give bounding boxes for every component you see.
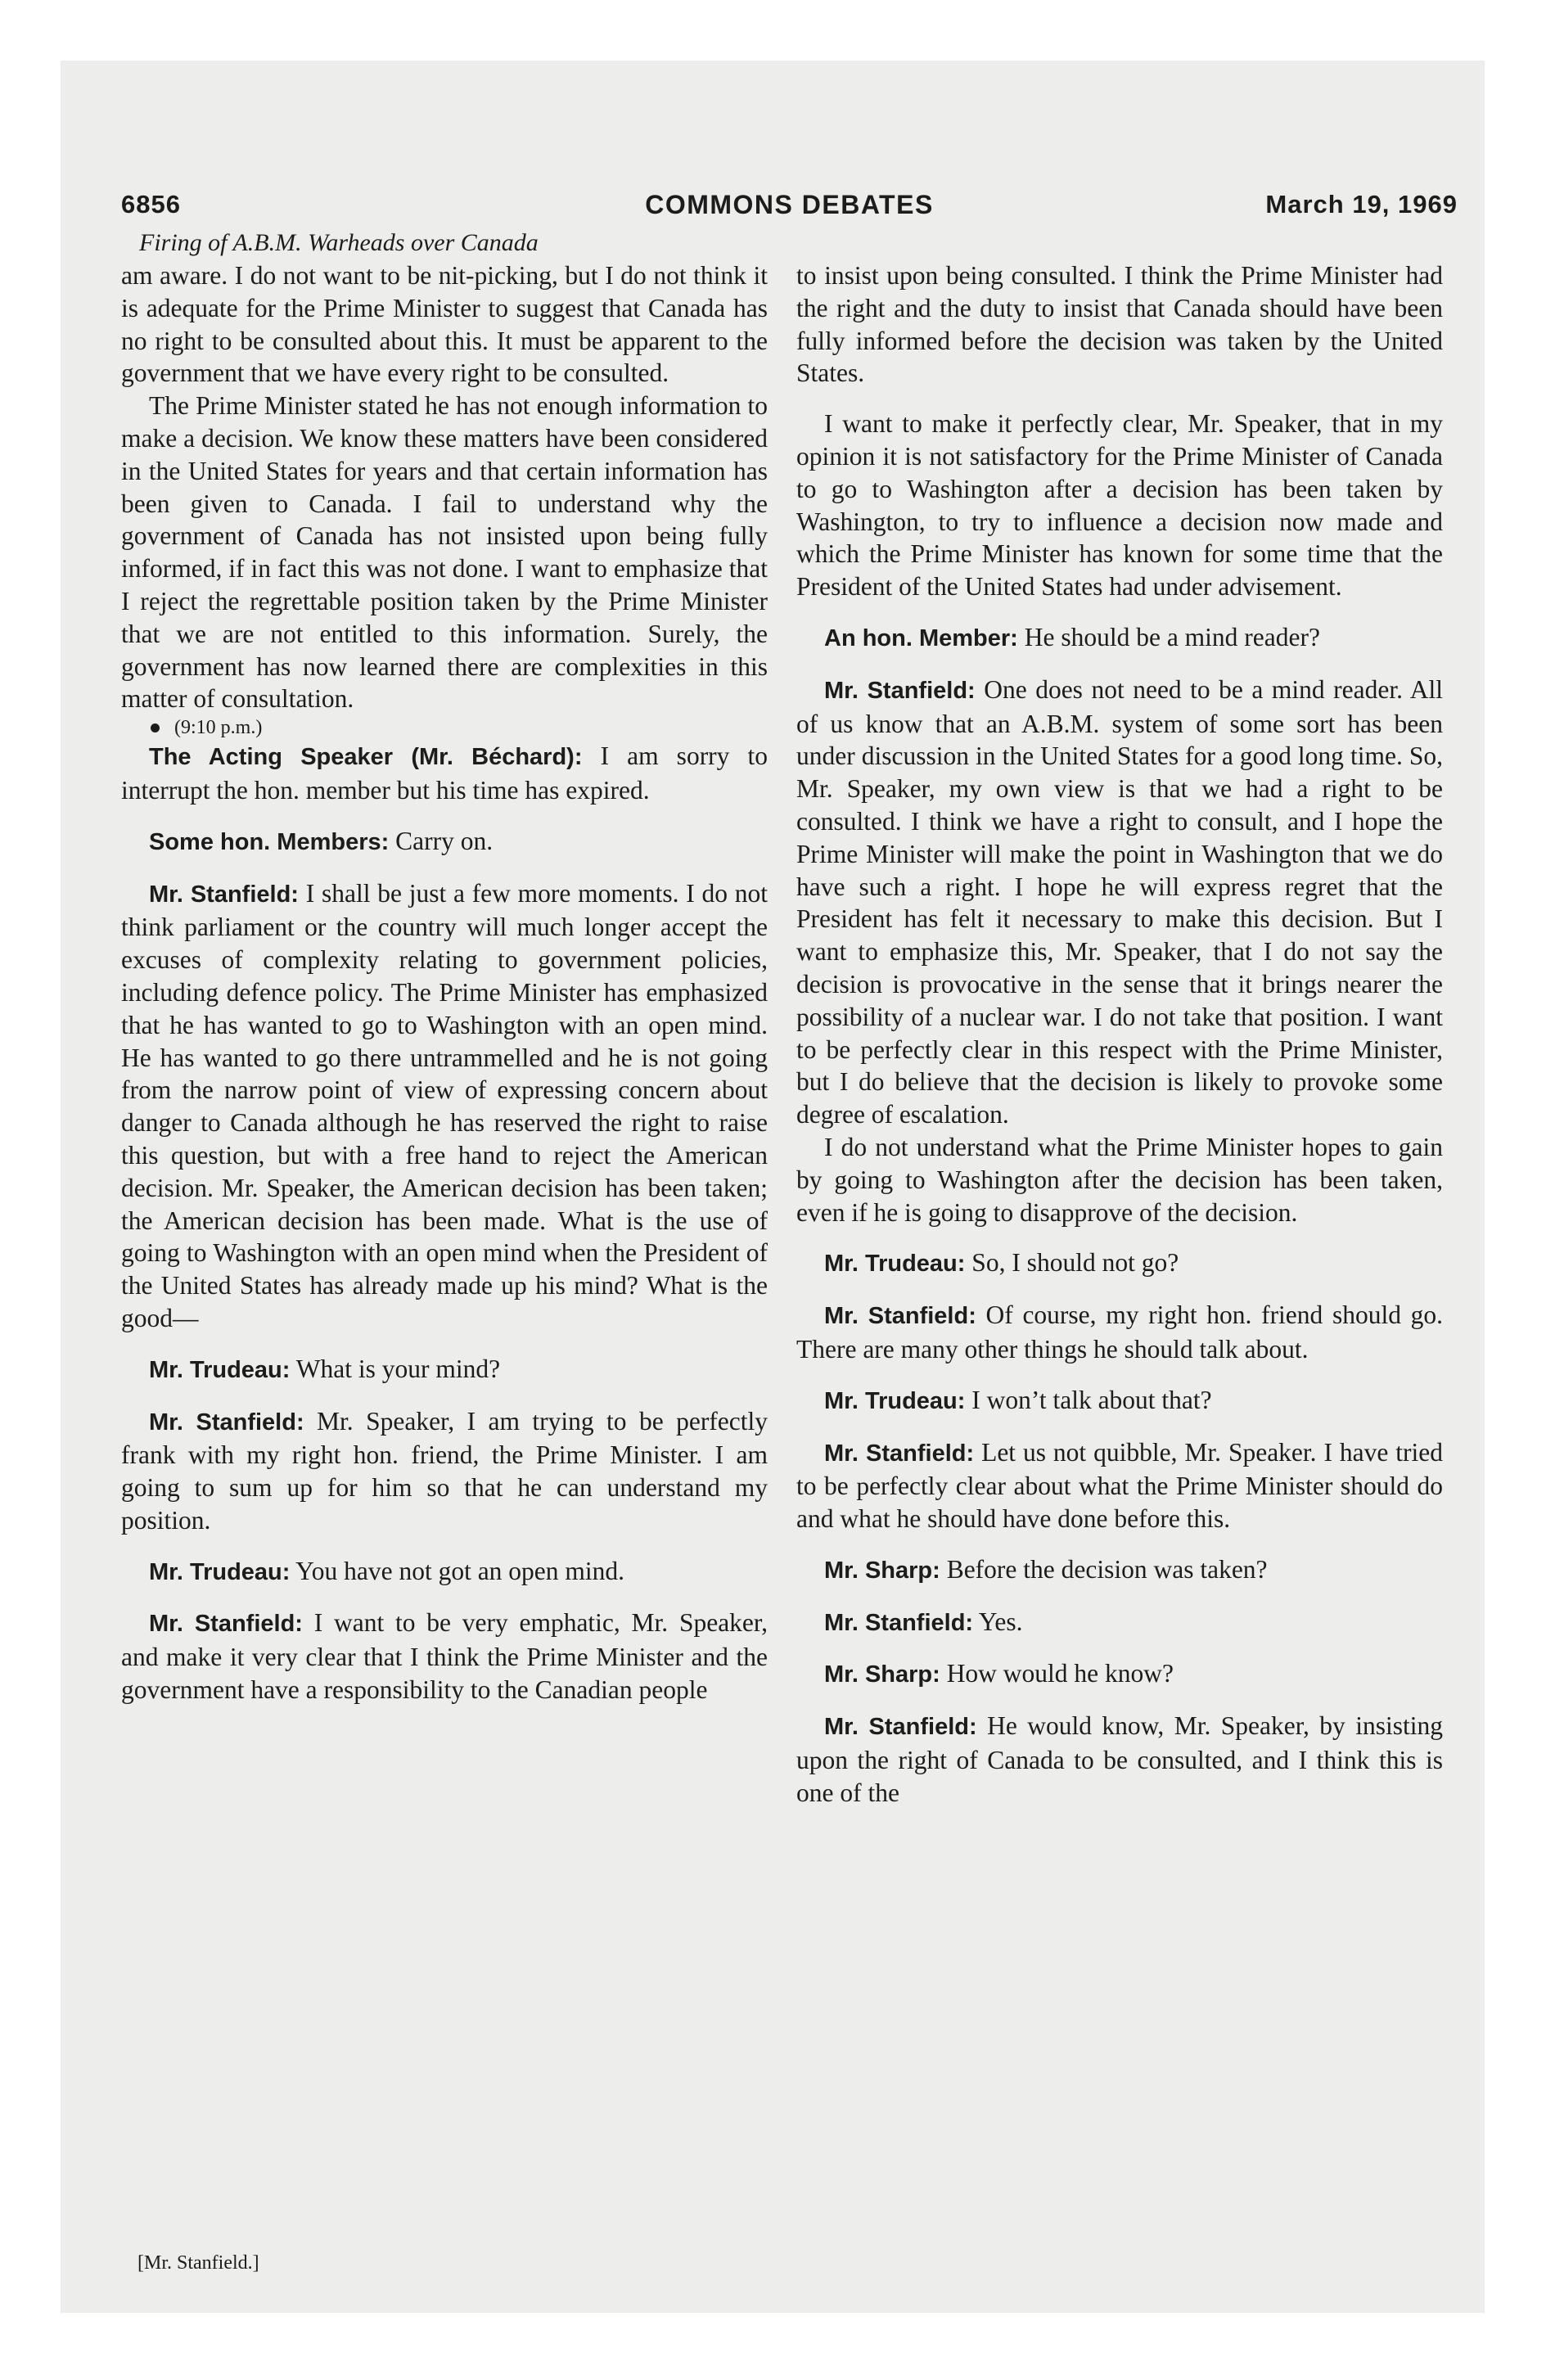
speaker-name: The Acting Speaker (Mr. Béchard): [149,744,583,771]
speech [796,1606,1443,1640]
speech-text: What is your mind? [295,1354,501,1383]
page-number: 6856 [121,190,181,219]
speaker-name: An hon. Member: [824,624,1018,651]
page-date: March 19, 1969 [1265,190,1458,219]
speech [796,1299,1443,1366]
speaker-name: Mr. Stanfield: [824,677,976,704]
speech-text: I am sorry to interrupt the hon. member but his time has expired. [121,741,768,805]
speech-text: Yes. [978,1607,1023,1636]
speaker-name: Mr. Trudeau: [824,1387,966,1414]
speech-text: I shall be just a few more moments. I do not think parliament or the country will much longer accept the excuses of complexity relating to government policies, including defence policy. The Prime Minister has emphasized that he has wanted to go to Washington with an open mind. He has wanted to go there untrammelled and he is not going from the narrow point of view of expressing concern about danger to Canada although he has reserved the right to raise this question, but with a free hand to reject the American decision. Mr. Speaker, the American decision has been taken; the American decision has been made. What is the use of going to Washington with an open mind when the President of the United States has already made up his mind? What is the good— [121,878,768,1332]
paragraph: I want to make it perfectly clear, Mr. Speaker, that in my opinion it is not satisfactory for the Prime Minister of Canada to go to Washington after a decision has been taken by Washington, to try to influence a decision now made and which the Prime Minister has known for some time that the President of the United States had under advisement. [796,409,1443,602]
speech [121,1607,768,1706]
speech-text: You have not got an open mind. [295,1556,625,1585]
speech [796,1710,1443,1809]
speaker-name: Mr. Stanfield: [824,1714,977,1741]
speech-text: Let us not quibble, Mr. Speaker. I have tried to be perfectly clear about what the Prime Minister should do and what he should have done before this. [796,1437,1444,1534]
section-title: Firing of A.B.M. Warheads over Canada [139,229,539,256]
speech-text: He should be a mind reader? [1024,622,1320,651]
speech [121,1353,768,1387]
speech-text: How would he know? [946,1659,1174,1688]
speaker-name: Mr. Sharp: [824,1557,940,1584]
speech [121,740,768,807]
speech [121,877,768,1335]
speaker-name: Mr. Stanfield: [824,1609,974,1636]
speech-text: I want to be very emphatic, Mr. Speaker, and make it very clear that I think the Prime Minister and the government have a responsibility to the Canadian people [121,1608,768,1705]
speech-text: So, I should not go? [971,1248,1179,1278]
speaker-name: Mr. Sharp: [824,1661,940,1688]
timestamp [121,715,768,740]
speaker-name: Some hon. Members: [149,828,390,855]
speaker-name: Mr. Stanfield: [824,1303,976,1330]
speech [796,674,1443,1131]
speech-text: He would know, Mr. Speaker, by insisting upon the right of Canada to be consulted, and I think this is one of the [796,1711,1443,1807]
bullet-icon [151,723,160,732]
speech-text: Mr. Speaker, I am trying to be perfectly frank with my right hon. friend, the Prime Minister. I am going to sum up for him so that he can understand my position. [121,1406,768,1535]
speech-text: Carry on. [395,826,494,855]
speaker-name: Mr. Trudeau: [149,1356,291,1383]
speaker-name: Mr. Stanfield: [149,881,299,908]
speaker-name: Mr. Stanfield: [149,1611,303,1638]
speech [796,1553,1443,1588]
speech-text: Before the decision was taken? [946,1554,1268,1584]
speech [121,825,768,859]
speech [121,1555,768,1589]
speech-text: One does not need to be a mind reader. All of us know that an A.B.M. system of some sort has been under discussion in the United States for a good long time. So, Mr. Speaker, my own view is that we had a right to be consulted. I think we have a right to consult, and I hope the Prime Minister will make the point in Washington that we do have such a right. I hope he will express regret that the President has felt it necessary to make this decision. But I want to emphasize this, Mr. Speaker, that I do not say the decision is provocative in the sense that it brings nearer the possibility of a nuclear war. I do not take that position. I want to be perfectly clear in this respect with the Prime Minister, but I do believe that the decision is likely to provoke some degree of escalation. [796,674,1443,1129]
paragraph: The Prime Minister stated he has not enough information to make a decision. We know these matters have been considered in the United States for years and that certain information has been given to Canada. I fail to understand why the government of Canada has not insisted upon being fully informed, if in fact this was not done. I want to emphasize that I reject the regrettable position taken by the Prime Minister that we are not entitled to this information. Surely, the government has now learned there are complexities in this matter of consultation. [121,391,768,714]
speaker-name: Mr. Trudeau: [149,1558,291,1585]
left-column [121,227,768,1706]
speech [121,1405,768,1537]
publication-title: COMMONS DEBATES [645,190,934,219]
paragraph: am aware. I do not want to be nit-picking, but I do not think it is adequate for the Prime Minister to suggest that Canada has no right to be consulted about this. It must be apparent to the government that we have every right to be consulted. [121,261,768,388]
speech [796,1384,1443,1418]
speech [796,1436,1443,1535]
paragraph: I do not understand what the Prime Minister hopes to gain by going to Washington after the decision has been taken, even if he is going to disapprove of the decision. [796,1132,1443,1227]
speech [796,1246,1443,1281]
speech [796,1657,1443,1692]
speaker-footnote: [Mr. Stanfield.] [137,2252,259,2274]
speaker-name: Mr. Stanfield: [149,1409,304,1436]
speech-text: Of course, my right hon. friend should go. There are many other things he should talk about. [796,1300,1444,1364]
page-header [121,190,1458,231]
speaker-name: Mr. Stanfield: [824,1440,975,1467]
speech [796,621,1443,656]
speech-text: I won’t talk about that? [971,1385,1212,1414]
right-column [796,227,1443,1810]
timestamp-text: (9:10 p.m.) [174,717,263,739]
paragraph: to insist upon being consulted. I think the Prime Minister had the right and the duty to insist that Canada should have been fully informed before the decision was taken by the United States. [796,261,1443,388]
speaker-name: Mr. Trudeau: [824,1251,966,1278]
